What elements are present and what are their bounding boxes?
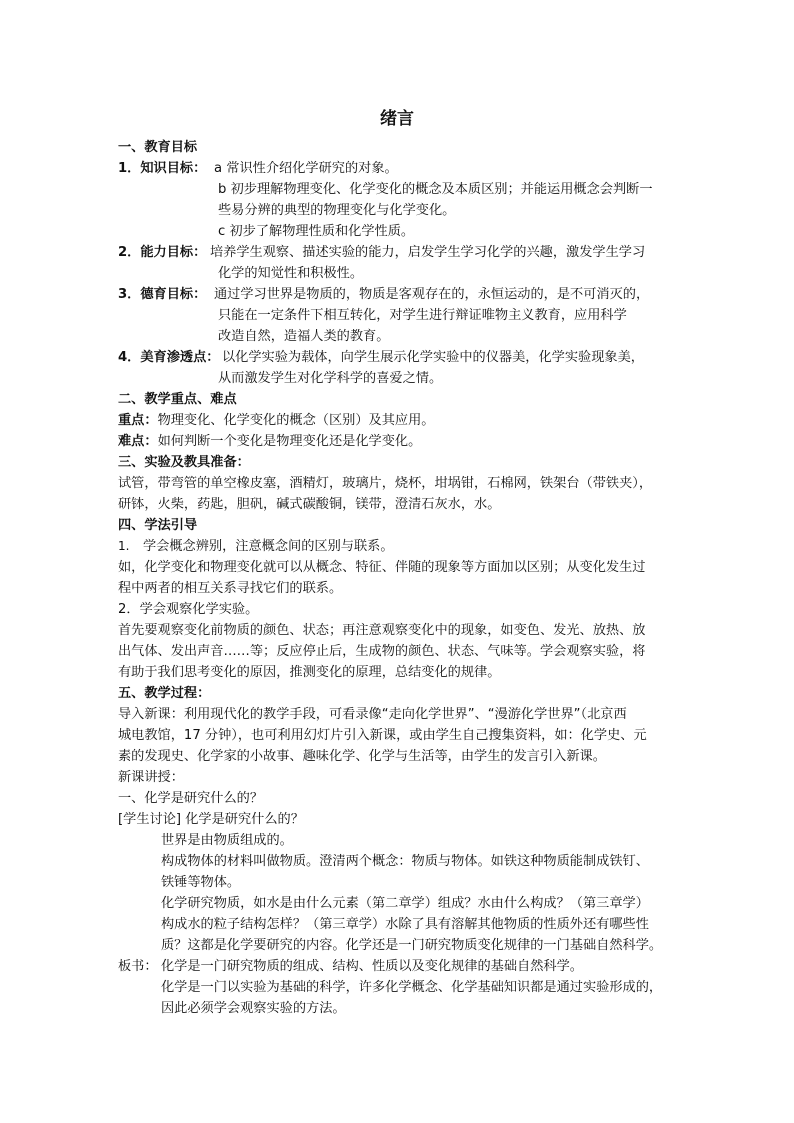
aesthetic-line2: 从而激发学生对化学科学的喜爱之情。 bbox=[218, 371, 443, 386]
intro-line2: 城电教馆，17 分钟），也可利用幻灯片引入新课，或由学生自己搜集资料，如：化学史、元 bbox=[118, 728, 647, 743]
discussion-point-3-line1: 化学研究物质，如水是由什么元素（第二章学）组成？水由什么构成？（第三章学） bbox=[161, 896, 649, 911]
knowledge-goal-a: a 常识性介绍化学研究的对象。 bbox=[214, 161, 398, 176]
ability-goal-line1: 培养学生观察、描述实验的能力，启发学生学习化学的兴趣，激发学生学习 bbox=[210, 245, 646, 260]
method-item-2: 2．学会观察化学实验。 bbox=[118, 602, 259, 617]
knowledge-goal-c: c 初步了解物理性质和化学性质。 bbox=[218, 224, 415, 239]
moral-goal-label: 3．德育目标： bbox=[118, 287, 207, 302]
discussion-point-2-line2: 铁锤等物体。 bbox=[161, 875, 241, 890]
ability-goal-label: 2．能力目标： bbox=[118, 245, 207, 260]
knowledge-goal-b-line2: 些易分辨的典型的物理变化与化学变化。 bbox=[218, 203, 456, 218]
moral-goal-line1: 通过学习世界是物质的，物质是客观存在的，永恒运动的，是不可消灭的， bbox=[214, 287, 650, 302]
intro-line1: 导入新课：利用现代化的教学手段，可看录像“走向化学世界”、“漫游化学世界”（北京西 bbox=[118, 707, 627, 722]
section-heading-process: 五、教学过程： bbox=[118, 686, 211, 701]
page-title: 绪言 bbox=[380, 109, 414, 129]
aesthetic-line1: 以化学实验为载体，向学生展示化学实验中的仪器美，化学实验现象美， bbox=[222, 350, 644, 365]
key-point-label: 重点： bbox=[118, 413, 158, 428]
equipment-line1: 试管，带弯管的单空橡皮塞，酒精灯，玻璃片，烧杯，坩埚钳，石棉网，铁架台（带铁夹）， bbox=[118, 476, 653, 491]
method-item-1: 学会概念辨别，注意概念间的区别与联系。 bbox=[143, 539, 394, 554]
section-heading-key-points: 二、教学重点、难点 bbox=[118, 392, 237, 407]
method-item-1-line1: 如，化学变化和物理变化就可以从概念、特征、伴随的现象等方面加以区别；从变化发生过 bbox=[118, 560, 646, 575]
method-item-2-line3: 有助于我们思考变化的原因，推测变化的原理，总结变化的规律。 bbox=[118, 665, 501, 680]
section-heading-method: 四、学法引导 bbox=[118, 518, 198, 533]
difficult-point bbox=[118, 431, 421, 452]
discussion-point-3-line3: 质？这都是化学要研究的内容。化学还是一门研究物质变化规律的一门基础自然科学。 bbox=[161, 938, 663, 953]
intro-line3: 素的发现史、化学家的小故事、趣味化学、化学与生活等，由学生的发言引入新课。 bbox=[118, 749, 606, 764]
blackboard-line1: 化学是一门研究物质的组成、结构、性质以及变化规律的基础自然科学。 bbox=[161, 959, 583, 974]
discussion-point-3-line2: 构成水的粒子结构怎样？（第三章学）水除了具有溶解其他物质的性质外还有哪些性 bbox=[161, 917, 649, 932]
difficult-point-text: 如何判断一个变化是物理变化还是化学变化。 bbox=[157, 434, 422, 449]
knowledge-goal-b-line1: b 初步理解物理变化、化学变化的概念及本质区别；并能运用概念会判断一 bbox=[218, 182, 653, 197]
blackboard-label: 板书： bbox=[118, 959, 158, 974]
key-point-text: 物理变化、化学变化的概念（区别）及其应用。 bbox=[157, 413, 435, 428]
blackboard-line3: 因此必须学会观察实验的方法。 bbox=[161, 1001, 346, 1016]
difficult-point-label: 难点： bbox=[118, 434, 158, 449]
moral-goal-line3: 改造自然，造福人类的教育。 bbox=[218, 329, 390, 344]
aesthetic-label: 4．美育渗透点： bbox=[118, 350, 220, 365]
discussion-point-1: 世界是由物质组成的。 bbox=[161, 833, 293, 848]
method-item-2-line2: 出气体、发出声音……等；反应停止后，生成物的颜色、状态、气味等。学会观察实验，将 bbox=[118, 644, 646, 659]
equipment-line2: 研钵，火柴，药匙，胆矾，碱式碳酸铜，镁带，澄清石灰水，水。 bbox=[118, 497, 501, 512]
new-lesson-label: 新课讲授： bbox=[118, 770, 184, 785]
discussion-point-2-line1: 构成物体的材料叫做物质。澄清两个概念：物质与物体。如铁这种物质能制成铁钉、 bbox=[161, 854, 649, 869]
knowledge-goal-label: 1．知识目标： bbox=[118, 161, 207, 176]
method-item-2-line1: 首先要观察变化前物质的颜色、状态；再注意观察变化中的现象，如变色、发光、放热、放 bbox=[118, 623, 646, 638]
method-item-1-number: 1. bbox=[118, 539, 130, 553]
student-discussion: [学生讨论] 化学是研究什么的？ bbox=[118, 812, 304, 827]
key-point bbox=[118, 410, 435, 431]
ability-goal-line2: 化学的知觉性和积极性。 bbox=[218, 266, 364, 281]
blackboard-line2: 化学是一门以实验为基础的科学，许多化学概念、化学基础知识都是通过实验形成的， bbox=[161, 980, 663, 995]
section-heading-equipment: 三、实验及教具准备： bbox=[118, 455, 250, 470]
section-heading-goals: 一、教育目标 bbox=[118, 140, 198, 155]
question-1: 一、化学是研究什么的？ bbox=[118, 791, 264, 806]
moral-goal-line2: 只能在一定条件下相互转化，对学生进行辩证唯物主义教育，应用科学 bbox=[218, 308, 627, 323]
method-item-1-line2: 程中两者的相互关系寻找它们的联系。 bbox=[118, 581, 343, 596]
